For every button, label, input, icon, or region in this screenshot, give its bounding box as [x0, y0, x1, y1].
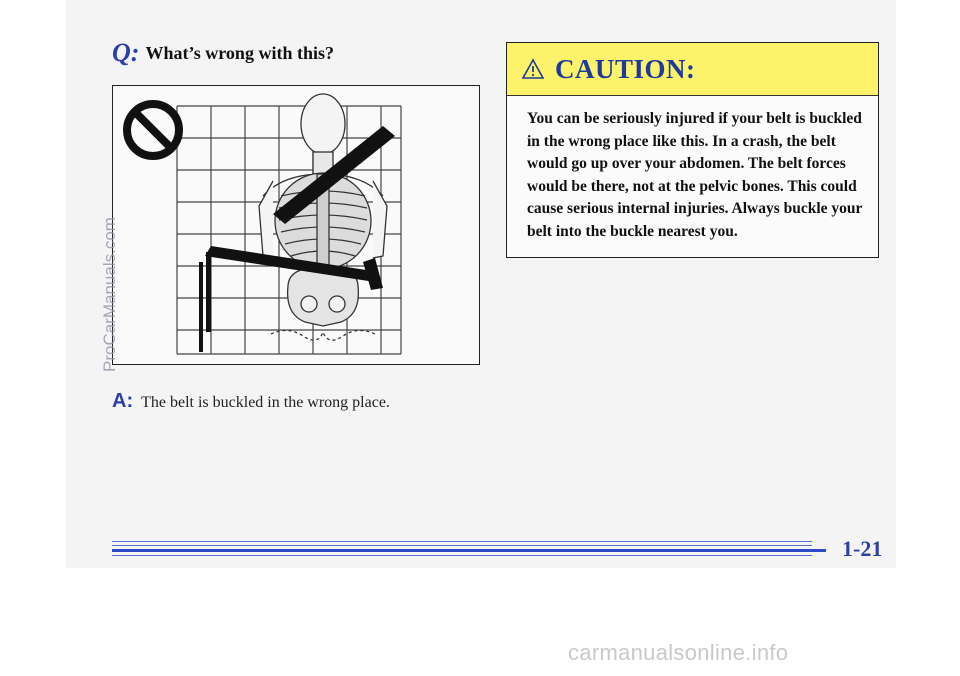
question-line: [112, 38, 334, 68]
answer-line: [112, 390, 390, 413]
caution-title: CAUTION:: [555, 53, 696, 84]
footer-rule-main: [112, 549, 826, 552]
side-watermark: ProCarManuals.com: [100, 217, 119, 372]
footer-rule-1: [112, 541, 812, 542]
seatbelt-illustration: [112, 85, 480, 365]
caution-box: [506, 42, 879, 258]
footer-rule-3: [112, 555, 812, 556]
caution-text: You can be seriously injured if your belt is buckled in the wrong place like this. In a crash, the belt would go up over your abdomen. The belt forces would be there, not at the pelvic bones. This could cause serious internal injuries. Always buckle your belt into the buckle nearest you.: [527, 110, 863, 240]
answer-text: The belt is buckled in the wrong place.: [141, 394, 390, 411]
answer-label: A:: [112, 390, 134, 412]
question-label: Q:: [112, 38, 140, 67]
skeleton-seatbelt-drawing: [113, 86, 480, 365]
warning-triangle-icon: [521, 58, 545, 80]
caution-header: [507, 43, 878, 96]
footer-watermark: carmanualsonline.info: [568, 640, 789, 665]
footer-rule-2: [112, 545, 812, 546]
page-number: 1-21: [842, 536, 883, 561]
question-text: What’s wrong with this?: [145, 43, 334, 63]
prohibited-icon: [127, 104, 179, 156]
